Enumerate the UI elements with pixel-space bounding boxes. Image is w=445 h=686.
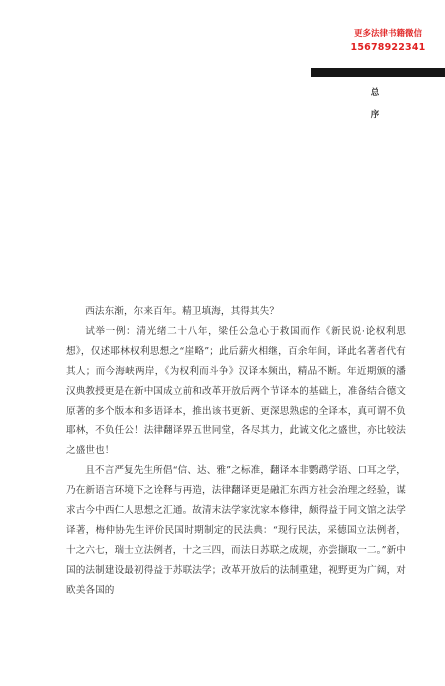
heading-char-1: 总 — [370, 88, 380, 98]
paragraph-2: 试举一例：清光绪二十八年，梁任公急心于救国而作《新民说·论权利思想》，仅述耶林权利思想之“崖略”；此后薪火相继，百余年间，译此名著者代有其人；而今海峡两岸，《为权利而斗争》汉译本频出，精品不断。年近期颁的潘汉典教授更是在新中国成立前和改革开放后两个节译本的基础上，准备结合德文原著的多个版本和多语译本，推出该书更新、更深思熟虑的全译本，真可谓不负耶林，不负任公！法律翻译界五世同堂，各尽其力，此诚文化之盛世，亦比较法之盛世也！ — [66, 325, 406, 457]
watermark-phone: 15678922341 — [350, 42, 426, 53]
paragraph-1: 西法东渐，尔来百年。精卫填海，其得其失？ — [85, 306, 280, 317]
header-bar — [311, 68, 445, 77]
paragraph-3: 且不言严复先生所倡“信、达、雅”之标准，翻译本非鹦鹉学语、口耳之学，乃在新语言环境下之诠释与再造，法律翻译更是融汇东西方社会治理之经验，谋求古今中西仁人思想之汇通。故清末法学家沈家本修律，颇得益于同文馆之法学译著，梅仲协先生评价民国时期制定的民法典：“现行民法，采德国立法例者，十之六七，瑞士立法例者，十之三四，而法日苏联之成规，亦尝撷取一二。”新中国的法制建设最初得益于苏联法学；改革开放后的法制重建，视野更为广阔，对欧美各国的 — [66, 465, 406, 596]
body-text — [66, 302, 406, 601]
heading-char-2: 序 — [370, 110, 380, 120]
contact-watermark — [346, 28, 430, 54]
watermark-text: 更多法律书籍微信 — [353, 29, 422, 39]
section-heading — [367, 86, 383, 120]
